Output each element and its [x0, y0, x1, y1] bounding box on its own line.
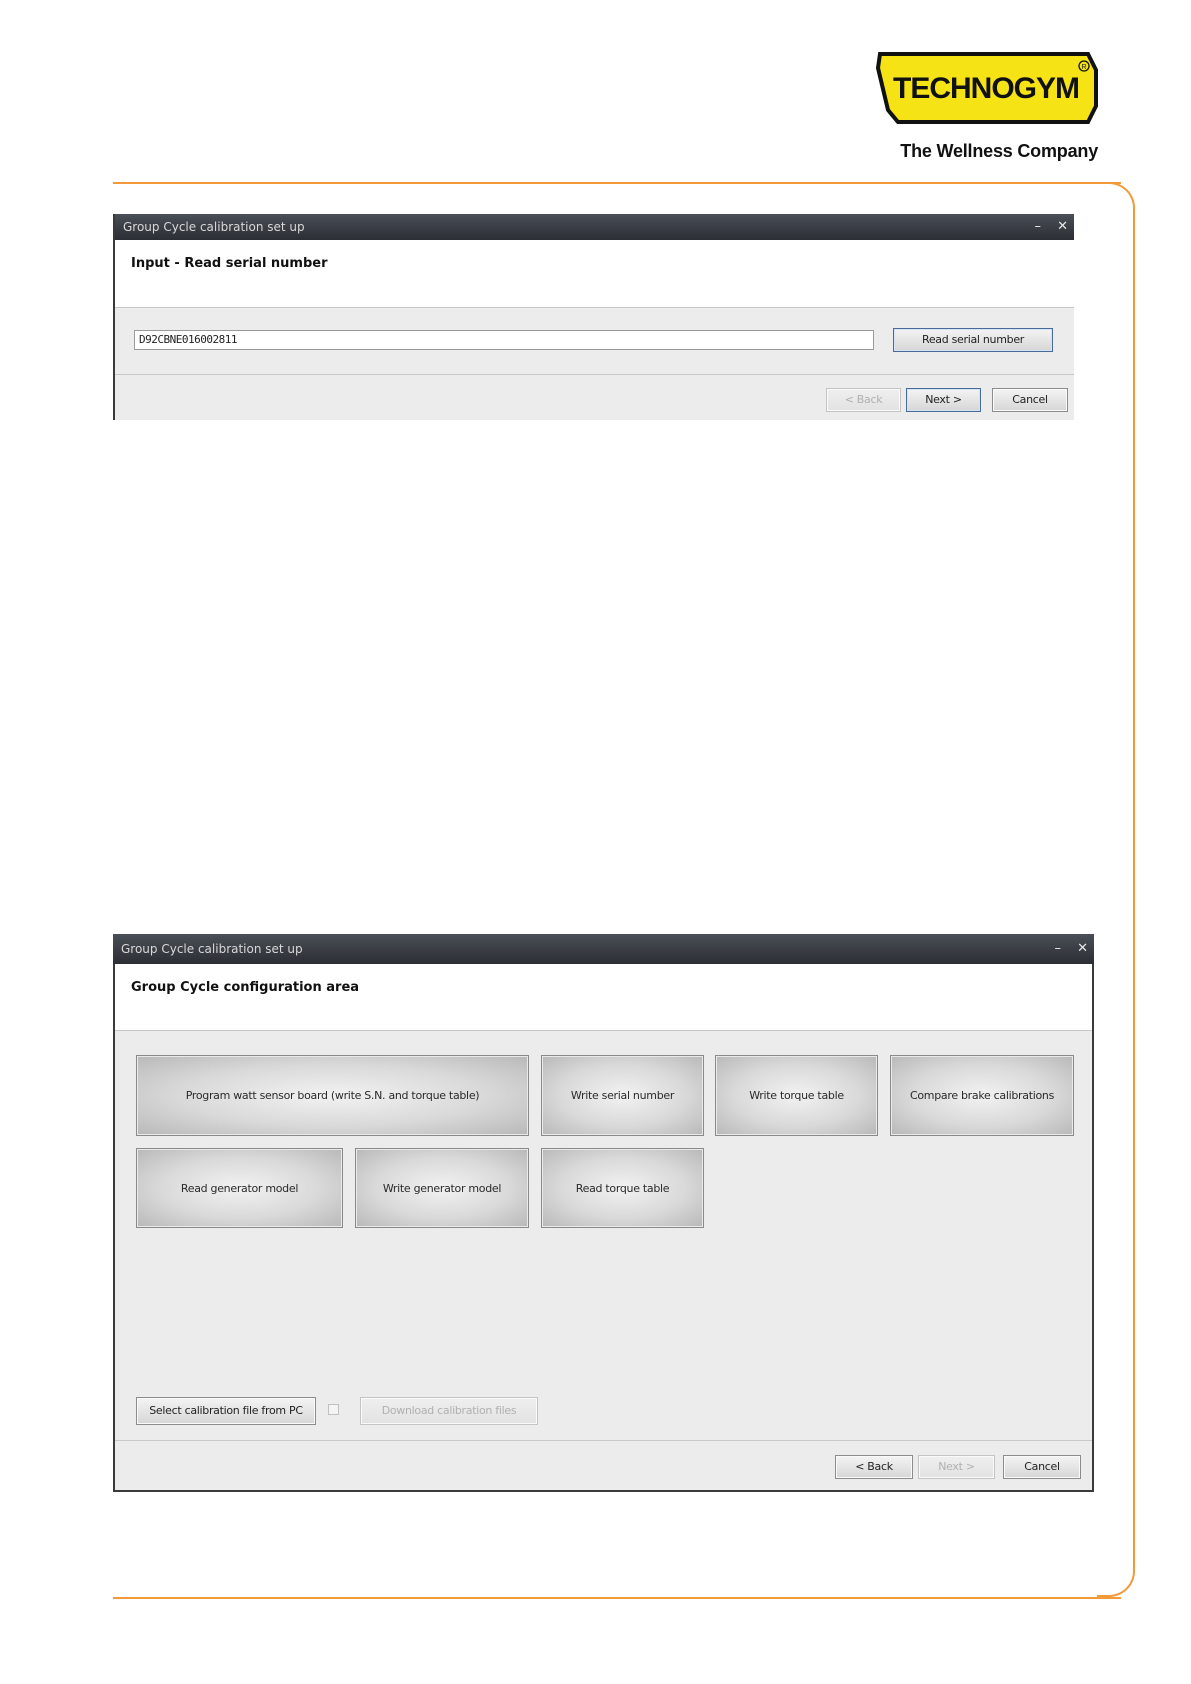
minimize-icon[interactable]: –	[1054, 941, 1061, 956]
read-torque-table-button[interactable]: Read torque table	[541, 1148, 704, 1228]
page-title: Input - Read serial number	[131, 256, 328, 271]
write-generator-model-button[interactable]: Write generator model	[355, 1148, 529, 1228]
cancel-button[interactable]: Cancel	[1003, 1455, 1081, 1479]
divider	[115, 374, 1074, 375]
next-button[interactable]: Next >	[918, 1455, 995, 1479]
download-calibration-files-button[interactable]: Download calibration files	[360, 1397, 538, 1425]
download-checkbox[interactable]	[328, 1404, 339, 1415]
dialog-title: Group Cycle calibration set up	[121, 942, 303, 956]
window-controls	[1022, 214, 1068, 240]
page-title: Group Cycle configuration area	[131, 980, 360, 995]
program-watt-sensor-button[interactable]: Program watt sensor board (write S.N. and torque table)	[136, 1055, 529, 1136]
divider	[115, 1030, 1092, 1031]
page-frame-bottom	[113, 1597, 1121, 1599]
dialog-header	[115, 240, 1074, 307]
write-torque-table-button[interactable]: Write torque table	[715, 1055, 878, 1136]
brand-tagline: The Wellness Company	[900, 141, 1098, 161]
select-calibration-file-button[interactable]: Select calibration file from PC	[136, 1397, 316, 1425]
divider	[115, 307, 1074, 308]
configuration-dialog	[113, 934, 1094, 1492]
cancel-button[interactable]: Cancel	[992, 388, 1068, 412]
window-controls	[1042, 934, 1088, 960]
minimize-icon[interactable]: –	[1034, 219, 1041, 234]
serial-number-dialog	[113, 214, 1074, 420]
read-serial-number-button[interactable]: Read serial number	[893, 328, 1053, 352]
technogym-logo	[874, 48, 1098, 128]
dialog-title: Group Cycle calibration set up	[123, 220, 305, 234]
serial-number-input[interactable]: D92CBNE016002811	[134, 330, 874, 350]
back-button[interactable]: < Back	[835, 1455, 913, 1479]
brand-area	[860, 48, 1120, 178]
back-button[interactable]: < Back	[826, 388, 901, 412]
dialog-titlebar	[113, 934, 1094, 964]
logo-wordmark: TECHNOGYM	[893, 72, 1079, 105]
divider	[115, 1440, 1092, 1441]
svg-text:R: R	[1081, 64, 1087, 71]
close-icon[interactable]: ✕	[1077, 941, 1088, 956]
read-generator-model-button[interactable]: Read generator model	[136, 1148, 343, 1228]
close-icon[interactable]: ✕	[1057, 219, 1068, 234]
dialog-titlebar	[115, 214, 1074, 240]
dialog-header	[115, 964, 1092, 1030]
compare-brake-calibrations-button[interactable]: Compare brake calibrations	[890, 1055, 1074, 1136]
page-frame-right	[1097, 182, 1135, 1597]
next-button[interactable]: Next >	[906, 388, 981, 412]
page-frame-top	[113, 182, 1121, 184]
write-serial-number-button[interactable]: Write serial number	[541, 1055, 704, 1136]
